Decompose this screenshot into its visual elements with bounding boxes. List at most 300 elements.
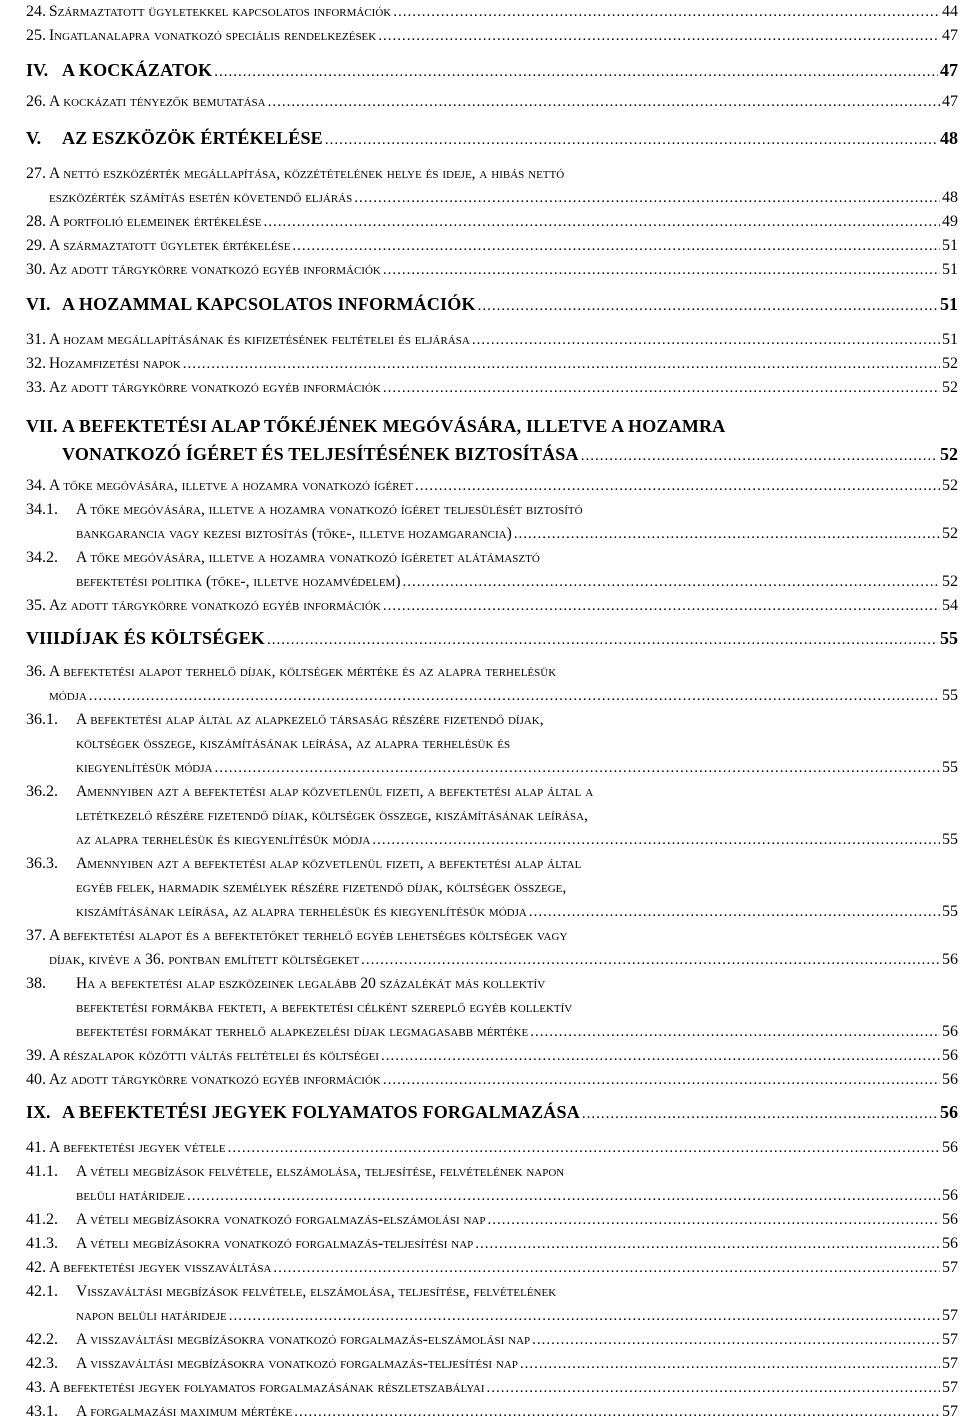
dot-leader <box>514 522 940 546</box>
dot-leader <box>383 1068 940 1092</box>
dot-leader <box>393 0 940 24</box>
toc-page-number: 52 <box>942 379 958 396</box>
toc-entry-text <box>76 756 958 780</box>
toc-entry[interactable] <box>26 624 958 652</box>
toc-entry-title: A KOCKÁZATOK <box>62 60 213 80</box>
toc-page-number: 52 <box>940 444 958 464</box>
toc-entry[interactable] <box>26 290 958 318</box>
toc-entry-title: A portfolió elemeinek értékelése <box>49 213 262 230</box>
toc-entry-title: A befektetési jegyek folyamatos forgalmazásának részletszabályai <box>49 1379 485 1396</box>
toc-entry-number: 31. <box>26 331 46 348</box>
toc-page-number: 47 <box>940 60 958 80</box>
toc-entry-line <box>26 1352 958 1376</box>
toc-entry-number: VI. <box>26 294 51 314</box>
toc-page-number: 57 <box>942 1379 958 1396</box>
toc-entry-text <box>76 828 958 852</box>
toc-entry-title: Az adott tárgykörre vonatkozó egyéb információk <box>49 379 381 396</box>
toc-entry[interactable] <box>26 56 958 84</box>
toc-page-number: 51 <box>942 331 958 348</box>
toc-entry-number: 41.1. <box>26 1163 58 1180</box>
toc-entry[interactable] <box>26 1208 958 1232</box>
toc-entry-text <box>76 852 958 876</box>
toc-page-number: 57 <box>942 1259 958 1276</box>
toc-entry[interactable] <box>26 90 958 114</box>
toc-entry-title: AZ ESZKÖZÖK ÉRTÉKELÉSE <box>62 128 323 148</box>
toc-page-number: 56 <box>942 1235 958 1252</box>
toc-entry-number: 43. <box>26 1379 46 1396</box>
toc-page-number: 44 <box>942 3 958 20</box>
toc-entry-line <box>26 186 958 210</box>
dot-leader <box>520 1352 940 1376</box>
toc-entry-title: A kockázati tényezők bemutatása <box>49 93 266 110</box>
toc-entry-text <box>76 1184 958 1208</box>
dot-leader <box>229 1304 940 1328</box>
toc-page-number: 55 <box>942 831 958 848</box>
toc-entry-line <box>26 972 958 996</box>
toc-entry-text <box>76 1020 958 1044</box>
toc-entry[interactable] <box>26 1400 958 1424</box>
toc-entry-title: A visszaváltási megbízásokra vonatkozó forgalmazás-elszámolási nap <box>76 1331 531 1348</box>
toc-entry-text <box>49 24 958 48</box>
toc-entry-number: 28. <box>26 213 46 230</box>
toc-page-number: 52 <box>942 477 958 494</box>
toc-entry-number: 36.3. <box>26 855 58 872</box>
toc-entry-title: Az adott tárgykörre vonatkozó egyéb információk <box>49 1071 381 1088</box>
toc-entry[interactable] <box>26 1160 958 1208</box>
toc-entry-number: 40. <box>26 1071 46 1088</box>
toc-entry-title: A tőke megóvására, illetve a hozamra vonatkozó ígéretet alátámasztó <box>76 549 540 566</box>
toc-entry-line <box>26 1098 958 1126</box>
toc-entry-number: VII. <box>26 416 58 436</box>
toc-entry[interactable] <box>26 498 958 546</box>
toc-entry-number: IV. <box>26 60 49 80</box>
toc-entry[interactable] <box>26 328 958 352</box>
toc-entry-text <box>62 56 958 86</box>
toc-entry-text <box>62 624 958 654</box>
dot-leader <box>402 570 940 594</box>
toc-page-number: 57 <box>942 1403 958 1420</box>
toc-entry-text <box>49 594 958 618</box>
toc-entry-number: 42. <box>26 1259 46 1276</box>
toc-entry-text <box>49 684 958 708</box>
toc-entry-line <box>26 1400 958 1424</box>
toc-entry-number: 34.2. <box>26 549 58 566</box>
toc-entry-title: A vételi megbízásokra vonatkozó forgalmazás-elszámolási nap <box>76 1211 486 1228</box>
dot-leader <box>529 900 940 924</box>
toc-entry-line <box>26 660 958 684</box>
toc-entry-title: befektetési formákba fekteti, a befektetési célként szereplő egyéb kollektív <box>76 999 573 1016</box>
toc-entry-title: módja <box>49 687 87 704</box>
toc-entry-text <box>76 1160 958 1184</box>
toc-page-number: 56 <box>942 1211 958 1228</box>
toc-entry-number: 42.3. <box>26 1355 58 1372</box>
toc-entry-text <box>49 1376 958 1400</box>
toc-entry[interactable] <box>26 660 958 708</box>
toc-entry-line <box>26 996 958 1020</box>
toc-entry-line <box>26 546 958 570</box>
toc-entry-line <box>26 1376 958 1400</box>
toc-entry-text <box>76 708 958 732</box>
dot-leader <box>415 474 940 498</box>
toc-entry-line <box>26 732 958 756</box>
toc-entry-line <box>26 24 958 48</box>
toc-entry-title: befektetési politika (tőke-, illetve hozamvédelem) <box>76 573 401 590</box>
dot-leader <box>383 594 940 618</box>
toc-entry-text <box>76 996 958 1020</box>
toc-entry[interactable] <box>26 1068 958 1092</box>
toc-entry-title: A származtatott ügyletek értékelése <box>49 237 291 254</box>
toc-entry-number: 43.1. <box>26 1403 58 1420</box>
toc-entry-number: 30. <box>26 261 46 278</box>
dot-leader <box>268 90 940 114</box>
toc-entry[interactable] <box>26 1376 958 1400</box>
dot-leader <box>532 1328 940 1352</box>
toc-entry-line <box>26 1208 958 1232</box>
toc-entry[interactable] <box>26 780 958 852</box>
toc-entry-text <box>76 1304 958 1328</box>
toc-entry-text <box>49 1256 958 1280</box>
toc-entry-number: 39. <box>26 1047 46 1064</box>
toc-page-number: 56 <box>942 1139 958 1156</box>
toc-entry-line <box>26 594 958 618</box>
toc-entry-text <box>76 876 958 900</box>
toc-entry-number: 42.2. <box>26 1331 58 1348</box>
toc-entry-text <box>49 162 958 186</box>
toc-entry-title: Amennyiben azt a befektetési alap közvetlenül fizeti, a befektetési alap által a <box>76 783 594 800</box>
toc-entry-line <box>26 0 958 24</box>
dot-leader <box>183 352 940 376</box>
toc-entry-line <box>26 56 958 84</box>
toc-entry-number: 26. <box>26 93 46 110</box>
toc-entry-title: A részalapok közötti váltás feltételei és költségei <box>49 1047 379 1064</box>
toc-entry-line <box>26 522 958 546</box>
dot-leader <box>228 1136 940 1160</box>
dot-leader <box>383 376 940 400</box>
toc-entry[interactable] <box>26 1232 958 1256</box>
toc-entry[interactable] <box>26 474 958 498</box>
toc-entry-text <box>49 0 958 24</box>
dot-leader <box>383 258 940 282</box>
toc-entry-title: egyéb felek, harmadik személyek részére fizetendő díjak, költségek összege, <box>76 879 567 896</box>
toc-entry-title: Ingatlanalapra vonatkozó speciális rendelkezések <box>49 27 377 44</box>
dot-leader <box>475 1232 940 1256</box>
toc-entry-title: költségek összege, kiszámításának leírása, az alapra terhelésük és <box>76 735 511 752</box>
toc-entry-line <box>26 570 958 594</box>
toc-page-number: 48 <box>940 128 958 148</box>
toc-page-number: 54 <box>942 597 958 614</box>
toc-page-number: 51 <box>940 294 958 314</box>
toc-entry-line <box>26 1044 958 1068</box>
toc-entry-number: 35. <box>26 597 46 614</box>
toc-entry-title: A tőke megóvására, illetve a hozamra vonatkozó ígéret <box>49 477 413 494</box>
toc-entry-title: Az adott tárgykörre vonatkozó egyéb információk <box>49 597 381 614</box>
toc-entry-title: A befektetési jegyek vétele <box>49 1139 226 1156</box>
dot-leader <box>214 58 938 86</box>
toc-entry-number: 36.1. <box>26 711 58 728</box>
toc-entry-text <box>76 972 958 996</box>
dot-leader <box>89 684 940 708</box>
toc-entry-text <box>76 1400 958 1424</box>
toc-entry-line <box>26 756 958 780</box>
toc-entry-title: kiegyenlítésük módja <box>76 759 213 776</box>
toc-entry-title: Származtatott ügyletekkel kapcsolatos információk <box>49 3 392 20</box>
toc-entry-title: Hozamfizetési napok <box>49 355 181 372</box>
toc-entry-number: 34.1. <box>26 501 58 518</box>
toc-entry-title: A tőke megóvására, illetve a hozamra vonatkozó ígéret teljesülését biztosító <box>76 501 583 518</box>
dot-leader <box>472 328 940 352</box>
toc-entry-title: A befektetési alapot terhelő díjak, költségek mértéke és az alapra terhelésük <box>49 663 557 680</box>
toc-entry-line <box>26 948 958 972</box>
toc-entry-title: díjak, kivéve a 36. pontban említett költségeket <box>49 951 360 968</box>
toc-entry-line <box>26 900 958 924</box>
toc-entry-line <box>26 258 958 282</box>
dot-leader <box>530 1020 940 1044</box>
toc-entry-line <box>26 234 958 258</box>
dot-leader <box>361 948 940 972</box>
toc-entry[interactable] <box>26 258 958 282</box>
toc-entry[interactable] <box>26 162 958 210</box>
toc-entry-text <box>49 186 958 210</box>
toc-page-number: 52 <box>942 525 958 542</box>
toc-page-number: 56 <box>942 1047 958 1064</box>
dot-leader <box>354 186 940 210</box>
toc-entry-text <box>76 1328 958 1352</box>
toc-entry-number: 25. <box>26 27 46 44</box>
toc-entry-text <box>76 732 958 756</box>
toc-entry-number: 38. <box>26 975 46 992</box>
toc-entry-line <box>26 780 958 804</box>
toc-entry-title: A HOZAMMAL KAPCSOLATOS INFORMÁCIÓK <box>62 294 476 314</box>
toc-entry-title: kiszámításának leírása, az alapra terhelésük és kiegyenlítésük módja <box>76 903 527 920</box>
toc-entry-title: Amennyiben azt a befektetési alap közvetlenül fizeti, a befektetési alap által <box>76 855 582 872</box>
toc-entry-text <box>49 474 958 498</box>
toc-entry[interactable] <box>26 852 958 924</box>
toc-entry-number: 42.1. <box>26 1283 58 1300</box>
toc-page-number: 56 <box>940 1102 958 1122</box>
toc-entry[interactable] <box>26 234 958 258</box>
toc-entry-text <box>76 498 958 522</box>
toc-entry-text <box>49 258 958 282</box>
toc-page-number: 55 <box>942 759 958 776</box>
toc-entry-title: A BEFEKTETÉSI JEGYEK FOLYAMATOS FORGALMAZÁSA <box>62 1102 580 1122</box>
dot-leader <box>267 626 938 654</box>
toc-entry-text <box>49 948 958 972</box>
toc-entry-text <box>62 412 958 440</box>
toc-entry-line <box>26 474 958 498</box>
toc-entry[interactable] <box>26 1256 958 1280</box>
toc-entry-text <box>49 234 958 258</box>
toc-entry-line <box>26 352 958 376</box>
toc-entry-number: IX. <box>26 1102 51 1122</box>
toc-entry-number: 37. <box>26 927 46 944</box>
toc-entry-number: 32. <box>26 355 46 372</box>
toc-entry-line <box>26 124 958 152</box>
toc-entry-number: 41.3. <box>26 1235 58 1252</box>
toc-entry-title: bankgarancia vagy kezesi biztosítás (tőke-, illetve hozamgarancia) <box>76 525 512 542</box>
toc-entry-line <box>26 924 958 948</box>
toc-entry-line <box>26 624 958 652</box>
toc-entry-text <box>76 1352 958 1376</box>
toc-entry[interactable] <box>26 124 958 152</box>
toc-entry-line <box>26 1068 958 1092</box>
toc-entry-line <box>26 1328 958 1352</box>
toc-entry-text <box>49 328 958 352</box>
dot-leader <box>292 234 940 258</box>
toc-entry-text <box>76 780 958 804</box>
toc-entry-title: A forgalmazási maximum mértéke <box>76 1403 293 1420</box>
toc-entry-text <box>49 1136 958 1160</box>
toc-entry-text <box>49 210 958 234</box>
toc-page-number: 55 <box>942 903 958 920</box>
toc-entry-text <box>76 546 958 570</box>
toc-entry-line <box>26 1256 958 1280</box>
toc-entry-line <box>26 1184 958 1208</box>
toc-entry-title: A befektetési alapot és a befektetőket terhelő egyéb lehetséges költségek vagy <box>49 927 568 944</box>
toc-entry-line <box>26 1020 958 1044</box>
toc-entry-text <box>76 1208 958 1232</box>
toc-entry-title: befektetési formákat terhelő alapkezelési díjak legmagasabb mértéke <box>76 1023 529 1040</box>
toc-entry[interactable] <box>26 210 958 234</box>
toc-entry-line <box>26 804 958 828</box>
toc-entry-text <box>49 376 958 400</box>
toc-entry-text <box>76 804 958 828</box>
dot-leader <box>487 1376 940 1400</box>
toc-entry-line <box>26 708 958 732</box>
toc-entry[interactable] <box>26 1352 958 1376</box>
dot-leader <box>214 756 940 780</box>
toc-page-number: 57 <box>942 1331 958 1348</box>
toc-entry[interactable] <box>26 1280 958 1328</box>
toc-entry-title: napon belüli határideje <box>76 1307 227 1324</box>
toc-entry-line <box>26 90 958 114</box>
dot-leader <box>378 24 940 48</box>
toc-entry-text <box>62 1098 958 1128</box>
toc-entry-title: A visszaváltási megbízásokra vonatkozó forgalmazás-teljesítési nap <box>76 1355 518 1372</box>
toc-entry-line <box>26 1160 958 1184</box>
dot-leader <box>478 292 938 320</box>
toc-entry-title: Az adott tárgykörre vonatkozó egyéb információk <box>49 261 381 278</box>
toc-entry[interactable] <box>26 376 958 400</box>
toc-entry-line <box>26 328 958 352</box>
toc-entry-number: 33. <box>26 379 46 396</box>
toc-entry-line <box>26 1304 958 1328</box>
toc-page-number: 49 <box>942 213 958 230</box>
toc-entry-line <box>26 412 958 440</box>
toc-entry[interactable] <box>26 594 958 618</box>
toc-entry-title: DÍJAK ÉS KÖLTSÉGEK <box>62 628 266 648</box>
toc-entry-text <box>62 290 958 320</box>
toc-entry-title: A vételi megbízások felvétele, elszámolása, teljesítése, felvételének napon <box>76 1163 565 1180</box>
toc-entry[interactable] <box>26 1328 958 1352</box>
toc-entry-title: VONATKOZÓ ÍGÉRET ÉS TELJESÍTÉSÉNEK BIZTOSÍTÁSA <box>62 444 579 464</box>
toc-entry-number: 27. <box>26 165 46 182</box>
toc-entry-title: eszközérték számítás esetén követendő eljárás <box>49 189 353 206</box>
toc-entry-title: letétkezelő részére fizetendő díjak, költségek összege, kiszámításának leírása, <box>76 807 588 824</box>
toc-entry[interactable] <box>26 1136 958 1160</box>
toc-page-number: 57 <box>942 1355 958 1372</box>
toc-entry[interactable] <box>26 1098 958 1126</box>
toc-entry[interactable] <box>26 924 958 972</box>
toc-page-number: 56 <box>942 1187 958 1204</box>
toc-entry-title: A befektetési alap által az alapkezelő társaság részére fizetendő díjak, <box>76 711 544 728</box>
toc-entry[interactable] <box>26 352 958 376</box>
toc-page-number: 47 <box>942 27 958 44</box>
dot-leader <box>372 828 940 852</box>
toc-entry-line <box>26 290 958 318</box>
toc-entry-number: 24. <box>26 3 46 20</box>
toc-entry[interactable] <box>26 972 958 1044</box>
toc-entry-line <box>26 1232 958 1256</box>
toc-page-number: 55 <box>942 687 958 704</box>
toc-entry-line <box>26 1280 958 1304</box>
toc-entry-text <box>62 440 958 470</box>
toc-entry-text <box>76 522 958 546</box>
toc-entry-title: A vételi megbízásokra vonatkozó forgalmazás-teljesítési nap <box>76 1235 474 1252</box>
toc-entry-text <box>76 1232 958 1256</box>
toc-entry-number: 29. <box>26 237 46 254</box>
toc-entry-title: Ha a befektetési alap eszközeinek legalább 20 százalékát más kollektív <box>76 975 546 992</box>
toc-entry[interactable] <box>26 0 958 24</box>
toc-entry-text <box>76 900 958 924</box>
toc-entry-text <box>49 1068 958 1092</box>
toc-page-number: 57 <box>942 1307 958 1324</box>
toc-entry[interactable] <box>26 708 958 780</box>
toc-entry[interactable] <box>26 412 958 468</box>
toc-page-number: 56 <box>942 1023 958 1040</box>
toc-entry-text <box>49 924 958 948</box>
toc-entry-title: Visszaváltási megbízások felvétele, elszámolása, teljesítése, felvételének <box>76 1283 557 1300</box>
toc-entry-text <box>49 660 958 684</box>
dot-leader <box>582 1100 938 1128</box>
toc-entry-text <box>49 90 958 114</box>
dot-leader <box>187 1184 940 1208</box>
toc-entry-line <box>26 498 958 522</box>
toc-entry-title: belüli határideje <box>76 1187 185 1204</box>
toc-entry-line <box>26 876 958 900</box>
toc-entry-line <box>26 376 958 400</box>
toc-entry-number: V. <box>26 128 42 148</box>
toc-entry-title: A nettó eszközérték megállapítása, közzétételének helye és ideje, a hibás nettó <box>49 165 565 182</box>
dot-leader <box>487 1208 940 1232</box>
toc-entry-line <box>26 440 958 468</box>
toc-entry[interactable] <box>26 24 958 48</box>
toc-entry[interactable] <box>26 1044 958 1068</box>
dot-leader <box>273 1256 940 1280</box>
toc-entry-line <box>26 684 958 708</box>
toc-entry-line <box>26 1136 958 1160</box>
dot-leader <box>325 126 938 154</box>
toc-page-number: 52 <box>942 573 958 590</box>
toc-entry-number: 34. <box>26 477 46 494</box>
toc-page-number: 56 <box>942 951 958 968</box>
toc-page-number: 56 <box>942 1071 958 1088</box>
toc-page-number: 47 <box>942 93 958 110</box>
toc-entry-number: 36.2. <box>26 783 58 800</box>
toc-entry[interactable] <box>26 546 958 594</box>
toc-entry-text <box>62 124 958 154</box>
toc-page-number: 55 <box>940 628 958 648</box>
toc-entry-text <box>49 352 958 376</box>
toc-page-number: 51 <box>942 237 958 254</box>
toc-entry-text <box>49 1044 958 1068</box>
toc-entry-line <box>26 828 958 852</box>
toc-page-number: 48 <box>942 189 958 206</box>
toc-entry-number: 41.2. <box>26 1211 58 1228</box>
toc-page-number: 52 <box>942 355 958 372</box>
toc-entry-title: A hozam megállapításának és kifizetésének feltételei és eljárása <box>49 331 470 348</box>
toc-entry-title: az alapra terhelésük és kiegyenlítésük módja <box>76 831 371 848</box>
dot-leader <box>294 1400 940 1424</box>
